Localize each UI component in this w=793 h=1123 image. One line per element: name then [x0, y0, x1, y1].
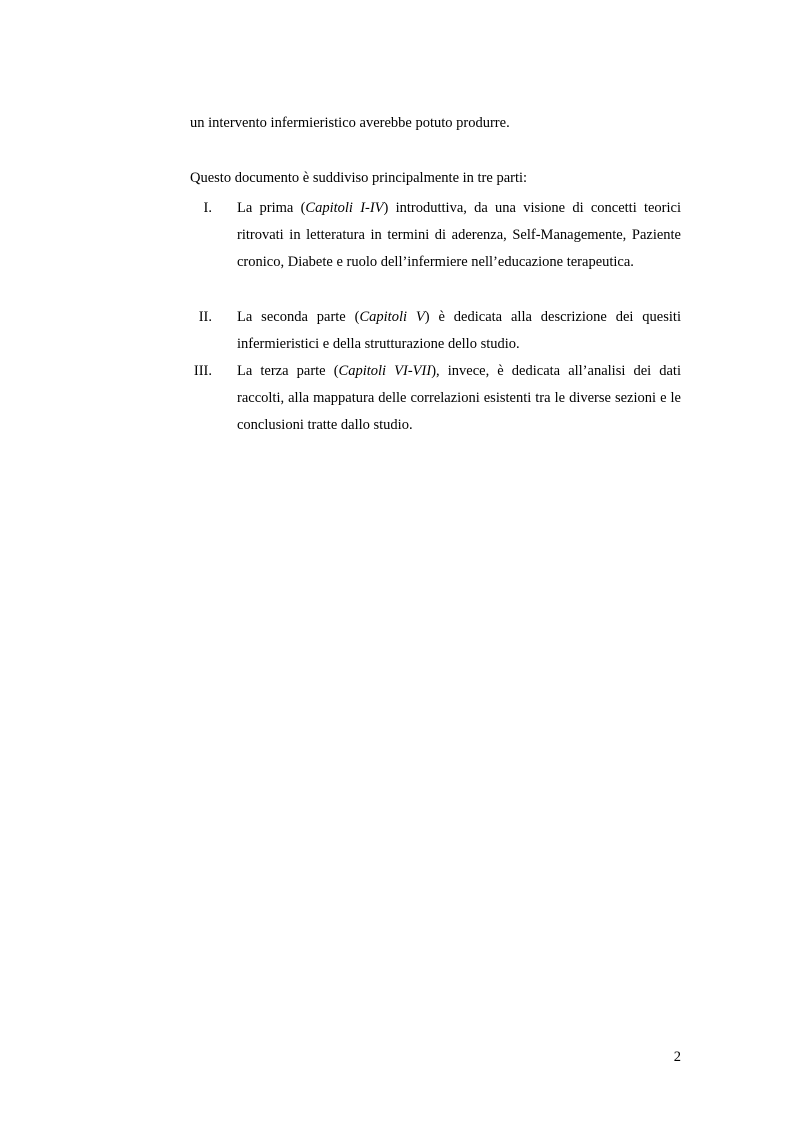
item-text-after: ) è dedicata alla descrizione dei quesiti infermieristici e della strutturazione dello studio.	[237, 309, 681, 352]
item-text-italic: Capitoli I-IV	[305, 200, 384, 216]
list-item-text	[237, 195, 681, 276]
list-lead-sentence: Questo documento è suddiviso principalmente in tre parti:	[190, 170, 528, 186]
item-text-before: La seconda parte (	[237, 309, 360, 325]
list-item-text	[237, 358, 681, 439]
item-text-before: La prima (	[237, 200, 306, 216]
intro-paragraph: un intervento infermieristico averebbe potuto produrre.	[190, 115, 510, 131]
list-numeral: II.	[198, 309, 212, 325]
item-text-after: ) introduttiva, da una visione di concetti teorici ritrovati in letteratura in termini di aderenza, Self-Managemente, Paziente cronico, Diabete e ruolo dell’infermiere nell’educazione terapeutica.	[237, 200, 682, 270]
item-text-italic: Capitoli VI-VII	[338, 363, 432, 379]
list-numeral: I.	[203, 200, 212, 216]
item-text-italic: Capitoli V	[359, 309, 425, 325]
list-numeral: III.	[193, 363, 212, 379]
list-item-text	[237, 304, 681, 358]
item-text-after: ), invece, è dedicata all’analisi dei dati raccolti, alla mappatura delle correlazioni esistenti tra le diverse sezioni e le conclusioni tratte dallo studio.	[237, 363, 681, 433]
item-text-before: La terza parte (	[237, 363, 339, 379]
page-number: 2	[673, 1049, 681, 1065]
